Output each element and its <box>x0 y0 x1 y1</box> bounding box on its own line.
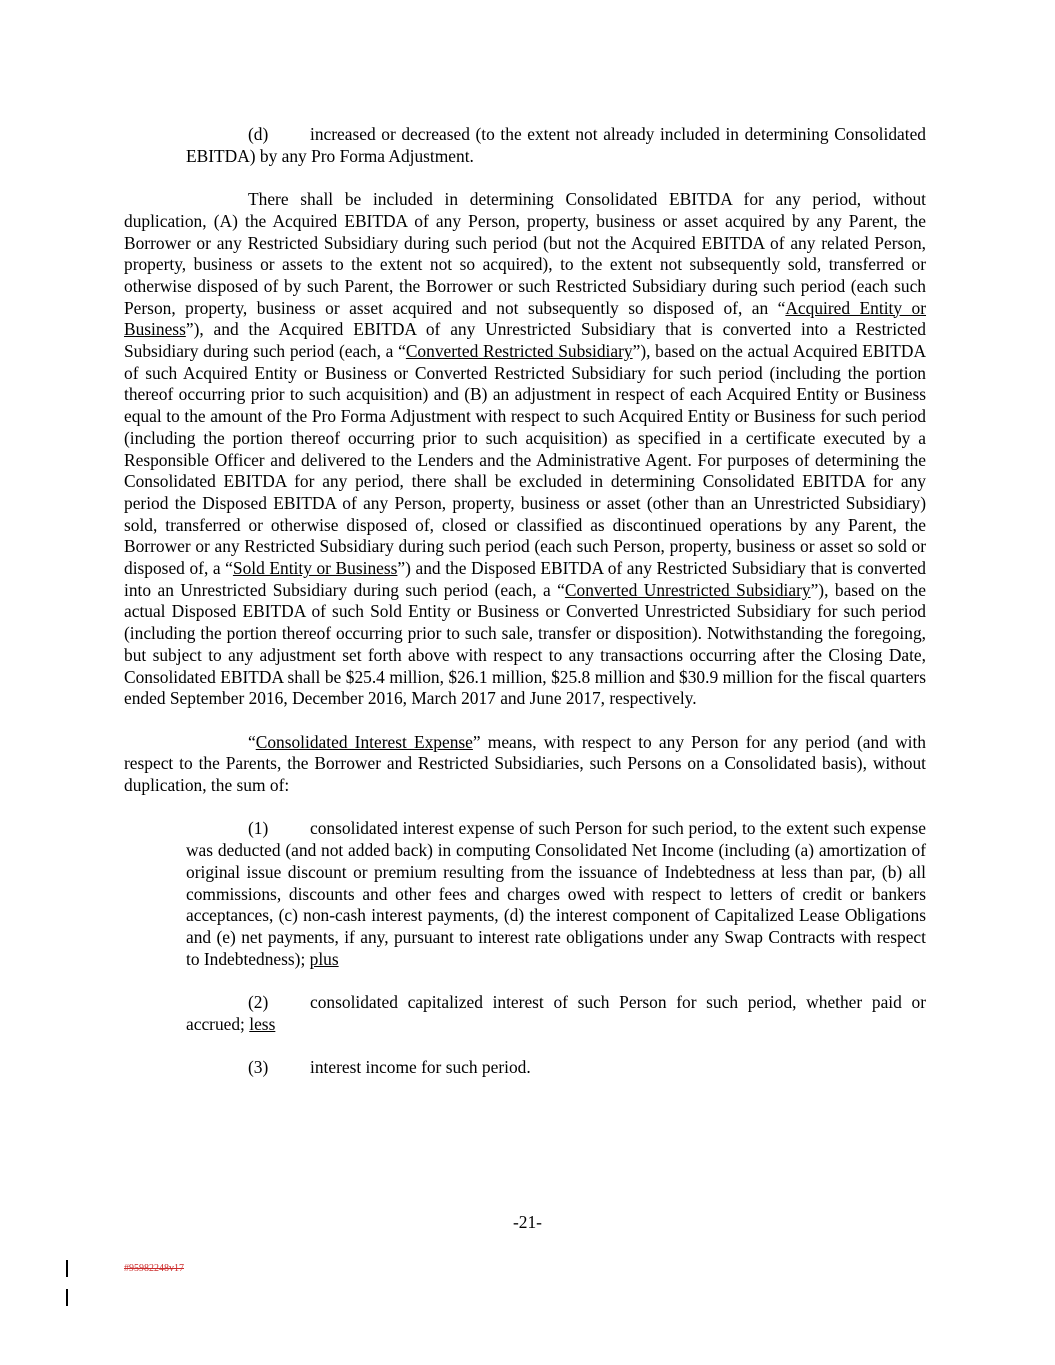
item-label-2: (2) <box>248 992 269 1013</box>
document-body <box>124 124 926 1079</box>
page-number: -21- <box>513 1212 542 1232</box>
item-1-conjunction: plus <box>309 948 339 969</box>
paragraph-consolidated-ebitda <box>124 189 926 710</box>
item-2-text: consolidated capitalized interest of such Person for such period, whether paid or accrued; <box>186 992 926 1034</box>
item-1-text: consolidated interest expense of such Person for such period, to the extent such expense was deducted (and not added back) in computing Consolidated Net Income (including (a) amortization of original issue discount or premium resulting from the issuance of Indebtedness at less than par, (b) all commissions, discounts and other fees and charges owed with respect to letters of credit or bankers acceptances, (c) non-cash interest payments, (d) the interest component of Capitalized Lease Obligations and (e) net payments, if any, pursuant to interest rate obligations under any Swap Contracts with respect to Indebtedness); <box>186 818 926 969</box>
item-label-3: (3) <box>248 1057 269 1078</box>
ebitda-text-4: ”) and the Disposed EBITDA of any Restricted Subsidiary that is converted into an Unrestricted Subsidiary during such period (each, a “ <box>124 558 926 600</box>
paragraph-d-text: increased or decreased (to the extent not already included in determining Consolidated EBITDA) by any Pro Forma Adjustment. <box>186 124 926 166</box>
defined-term-sold-entity: Sold Entity or Business <box>232 558 398 579</box>
defined-term-consolidated-interest-expense: Consolidated Interest Expense <box>255 731 473 752</box>
ebitda-text-3: ”), based on the actual Acquired EBITDA of such Acquired Entity or Business or Converted Restricted Subsidiary for such period (including the portion thereof occurring prior to such acquisition) and (B) an adjustment in respect of each Acquired Entity or Business equal to the amount of the Pro Forma Adjustment with respect to such Acquired Entity or Business for such period (including the portion thereof occurring prior to such acquisition) as specified in a certificate executed by a Responsible Officer and delivered to the Lenders and the Administrative Agent. For purposes of determining the Consolidated EBITDA for any period, there shall be excluded in determining Consolidated EBITDA for any period the Disposed EBITDA of any Person, property, business or asset (other than an Unrestricted Subsidiary) sold, transferred or otherwise disposed of, closed or classified as discontinued operations by any Parent, the Borrower or any Restricted Subsidiary during such period (each such Person, property, business or asset so sold or disposed of, a “ <box>124 341 926 579</box>
item-label-1: (1) <box>248 818 269 839</box>
item-label-d: (d) <box>248 124 269 144</box>
list-item-1 <box>186 818 926 970</box>
ebitda-text-1: There shall be included in determining Consolidated EBITDA for any period, without duplication, (A) the Acquired EBITDA of any Person, property, business or asset acquired by any Parent, the Borrower or any Restricted Subsidiary during such period (but not the Acquired EBITDA of any related Person, property, business or assets to the extent not so acquired), to the extent not subsequently sold, transferred or otherwise disposed of by such Parent, the Borrower or such Restricted Subsidiary during such period (each such Person, property, business or asset acquired and not subsequently so disposed of, an “ <box>124 189 926 318</box>
ebitda-text-2: ”), and the Acquired EBITDA of any Unrestricted Subsidiary that is converted into a Restricted Subsidiary during such period (each, a “ <box>124 319 926 362</box>
paragraph-d <box>186 124 926 167</box>
defined-term-converted-restricted: Converted Restricted Subsidiary <box>405 341 633 362</box>
document-id: #95982248v17 <box>124 1263 184 1274</box>
list-item-3 <box>186 1057 926 1079</box>
ebitda-text-5: ”), based on the actual Disposed EBITDA of such Sold Entity or Business or Converted Unrestricted Subsidiary for such period (including the portion thereof occurring prior to such sale, transfer or disposition). Notwithstanding the foregoing, but subject to any adjustment set forth above with respect to any transactions occurring after the Closing Date, Consolidated EBITDA shall be $25.4 million, $26.1 million, $25.8 million and $30.9 million for the fiscal quarters ended September 2016, December 2016, March 2017 and June 2017, respectively. <box>124 579 926 709</box>
defined-term-acquired-entity: Acquired Entity or Business <box>124 297 927 340</box>
cie-open-quote: “ <box>248 731 256 752</box>
list-item-2 <box>186 992 926 1035</box>
change-bar-bottom <box>66 1289 68 1306</box>
change-bar-top <box>66 1260 68 1277</box>
item-3-text: interest income for such period. <box>310 1057 531 1078</box>
defined-term-converted-unrestricted: Converted Unrestricted Subsidiary <box>564 579 811 600</box>
item-2-conjunction: less <box>249 1013 276 1034</box>
cie-definition-text: ” means, with respect to any Person for any period (and with respect to the Parents, the Borrower and Restricted Subsidiaries, such Persons on a Consolidated basis), without duplication, the sum of: <box>124 731 926 796</box>
paragraph-consolidated-interest-expense <box>124 732 926 797</box>
